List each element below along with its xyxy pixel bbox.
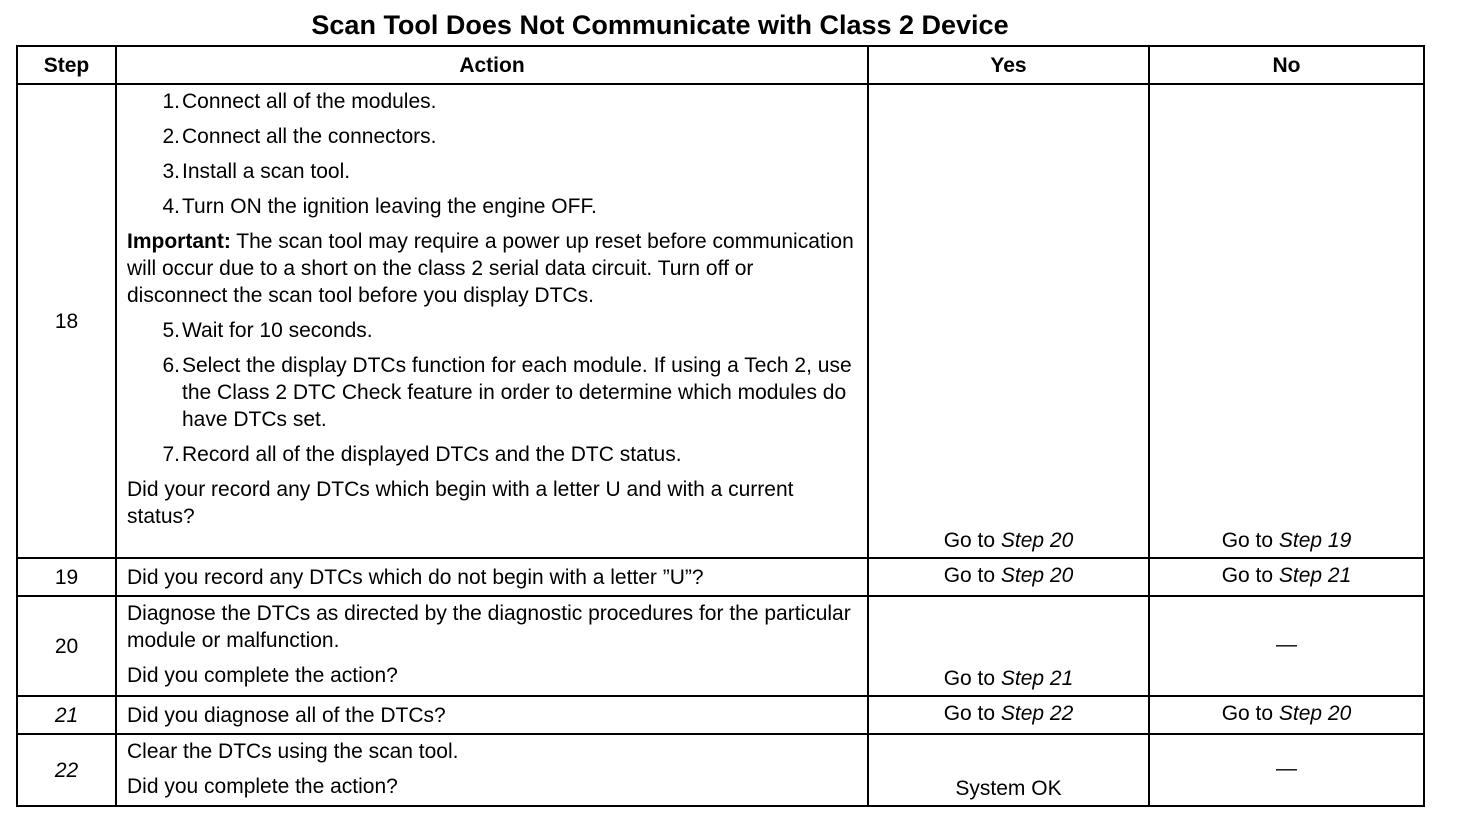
no-result: Go to Step 21: [1149, 558, 1424, 596]
step-number: 22: [17, 734, 116, 806]
instruction-text: Diagnose the DTCs as directed by the diagnostic procedures for the particular module or malfunction.: [127, 602, 851, 652]
question-text: Did you complete the action?: [127, 664, 398, 687]
table-row-step-21: [17, 696, 1424, 734]
action-cell: [116, 84, 868, 558]
question-text: Did you complete the action?: [127, 775, 398, 798]
diagnostic-table: [16, 45, 1425, 807]
no-result: Go to Step 19: [1149, 84, 1424, 558]
important-text: The scan tool may require a power up reset before communication will occur due to a short on the class 2 serial data circuit. Turn off or disconnect the scan tool before you display DTCs.: [127, 230, 854, 307]
yes-result: Go to Step 21: [868, 596, 1149, 696]
list-item: 4. Turn ON the ignition leaving the engine OFF.: [162, 195, 597, 218]
question-text: Did you diagnose all of the DTCs?: [127, 703, 446, 727]
table-row-step-18: [17, 84, 1424, 558]
page-title: Scan Tool Does Not Communicate with Class 2 Device: [311, 10, 1009, 40]
yes-result: Go to Step 20: [868, 558, 1149, 596]
procedure-list: [127, 88, 857, 220]
table-row-step-22: [17, 734, 1424, 806]
important-label: Important:: [127, 230, 231, 253]
list-item: 3. Install a scan tool.: [162, 160, 351, 183]
list-item: 6. Select the display DTCs function for each module. If using a Tech 2, use the Class 2 DTC Check feature in order to determine which modules do have DTCs set.: [162, 354, 852, 431]
action-cell: [116, 696, 868, 734]
no-result: —: [1149, 734, 1424, 806]
procedure-list: [127, 317, 857, 468]
header-yes: Yes: [868, 46, 1149, 84]
table-row-step-20: [17, 596, 1424, 696]
yes-result: Go to Step 22: [868, 696, 1149, 734]
list-item: 7. Record all of the displayed DTCs and the DTC status.: [162, 443, 682, 466]
action-cell: [116, 596, 868, 696]
table-row-step-19: [17, 558, 1424, 596]
question-text: Did your record any DTCs which begin with a letter U and with a current status?: [127, 478, 794, 528]
no-result: —: [1149, 596, 1424, 696]
yes-result: System OK: [868, 734, 1149, 806]
step-number: 20: [17, 596, 116, 696]
table-header-row: [17, 46, 1424, 84]
header-step: Step: [17, 46, 116, 84]
step-number: 21: [17, 696, 116, 734]
list-item: 1. Connect all of the modules.: [162, 90, 437, 113]
question-text: Did you record any DTCs which do not begin with a letter ”U”?: [127, 565, 704, 589]
list-item: 2. Connect all the connectors.: [162, 125, 437, 148]
list-item: 5. Wait for 10 seconds.: [162, 319, 373, 342]
yes-result: Go to Step 20: [868, 84, 1149, 558]
step-number: 18: [17, 84, 116, 558]
step-number: 19: [17, 558, 116, 596]
instruction-text: Clear the DTCs using the scan tool.: [127, 740, 459, 763]
important-note: [127, 228, 857, 309]
no-result: Go to Step 20: [1149, 696, 1424, 734]
action-cell: [116, 734, 868, 806]
header-no: No: [1149, 46, 1424, 84]
header-action: Action: [116, 46, 868, 84]
action-cell: [116, 558, 868, 596]
